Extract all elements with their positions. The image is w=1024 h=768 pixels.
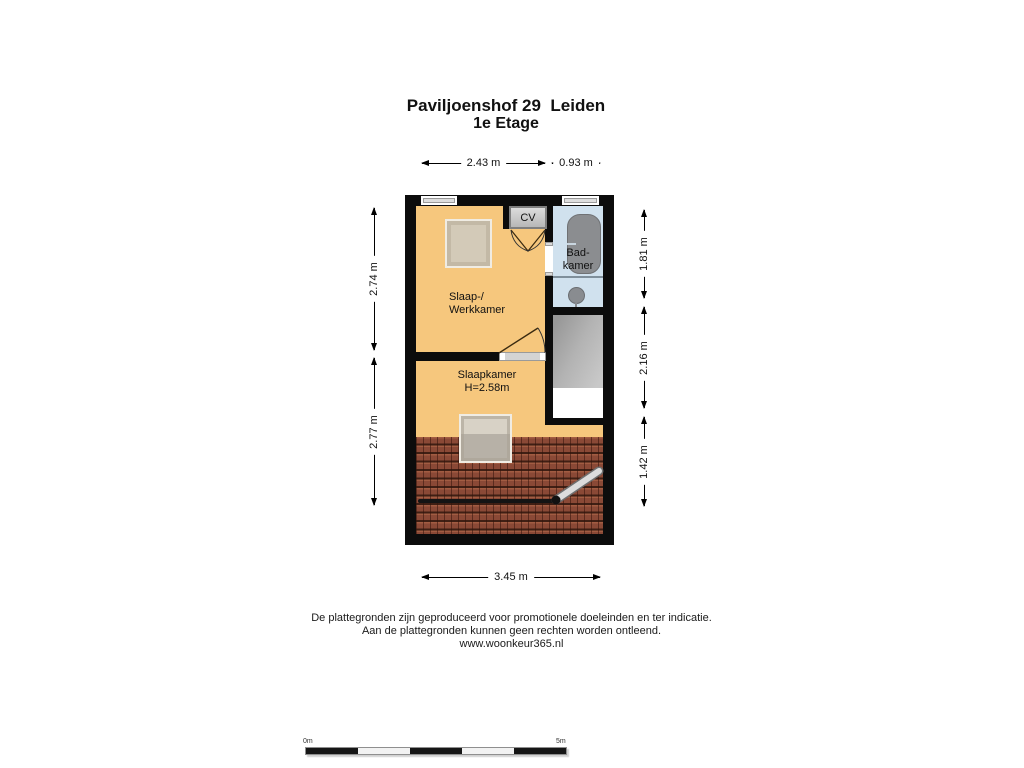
disclaimer-line: De plattegronden zijn geproduceerd voor promotionele doeleinden en ter indicatie. (311, 612, 712, 624)
scale-bar-start-label: 0m (303, 738, 313, 745)
dimension-right-lower (638, 416, 652, 507)
title-floor: 1e Etage (473, 115, 539, 132)
dimension-label: 0.93 m (553, 157, 599, 169)
room-label-slaapkamer (427, 369, 547, 395)
dimension-bottom (421, 571, 601, 585)
floorplan (405, 195, 614, 545)
room-label-slaap-werkkamer (449, 291, 505, 317)
title-address: Paviljoenshof 29 Leiden (406, 96, 606, 115)
dimension-right-middle (638, 306, 652, 409)
room-label-line: H=2.58m (464, 382, 510, 394)
arrow-up-icon (641, 306, 647, 314)
room-label-line: Slaap-/ (449, 291, 484, 303)
cv-label: CV (520, 211, 536, 224)
dimension-label: 1.42 m (638, 439, 650, 485)
page-title (106, 97, 906, 133)
dimension-label: 1.81 m (638, 231, 650, 277)
dimension-top-right (551, 157, 601, 171)
dimension-left-upper (368, 207, 382, 351)
arrow-down-icon (371, 343, 377, 351)
arrow-up-icon (371, 207, 377, 215)
dimension-label: 3.45 m (488, 571, 534, 583)
arrow-right-icon (538, 160, 546, 166)
roof-ladder-fill (556, 471, 599, 500)
arrow-down-icon (641, 401, 647, 409)
scale-bar-end-label: 5m (556, 738, 566, 745)
website-url: www.woonkeur365.nl (459, 638, 564, 650)
double-door-swing-icon (511, 230, 545, 251)
dimension-top-left (421, 157, 546, 171)
room-label-line: Bad- (566, 247, 590, 259)
room-label-line: Werkkamer (449, 304, 506, 316)
arrow-down-icon (641, 291, 647, 299)
scale-bar (305, 747, 567, 755)
dimension-left-lower (368, 357, 382, 506)
dimension-label: 2.43 m (461, 157, 507, 169)
room-label-line: kamer (562, 260, 594, 272)
arrow-left-icon (421, 160, 429, 166)
door-swing-icon (499, 328, 538, 353)
arrow-down-icon (371, 498, 377, 506)
dimension-right-upper (638, 209, 652, 299)
dimension-label: 2.16 m (638, 335, 650, 381)
dimension-label: 2.74 m (368, 256, 380, 302)
door-arc (538, 328, 545, 353)
roof-ladder-end-cap (552, 496, 561, 505)
arrow-down-icon (641, 499, 647, 507)
arrow-left-icon (421, 574, 429, 580)
arrow-right-icon (593, 574, 601, 580)
footer-disclaimer (0, 612, 1023, 651)
dimension-label: 2.77 m (368, 409, 380, 455)
room-label-line: Slaapkamer (457, 369, 517, 381)
disclaimer-line: Aan de plattegronden kunnen geen rechten worden ontleend. (361, 625, 662, 637)
arrow-up-icon (641, 209, 647, 217)
arrow-up-icon (641, 416, 647, 424)
room-label-badkamer (553, 247, 603, 273)
arrow-up-icon (371, 357, 377, 365)
